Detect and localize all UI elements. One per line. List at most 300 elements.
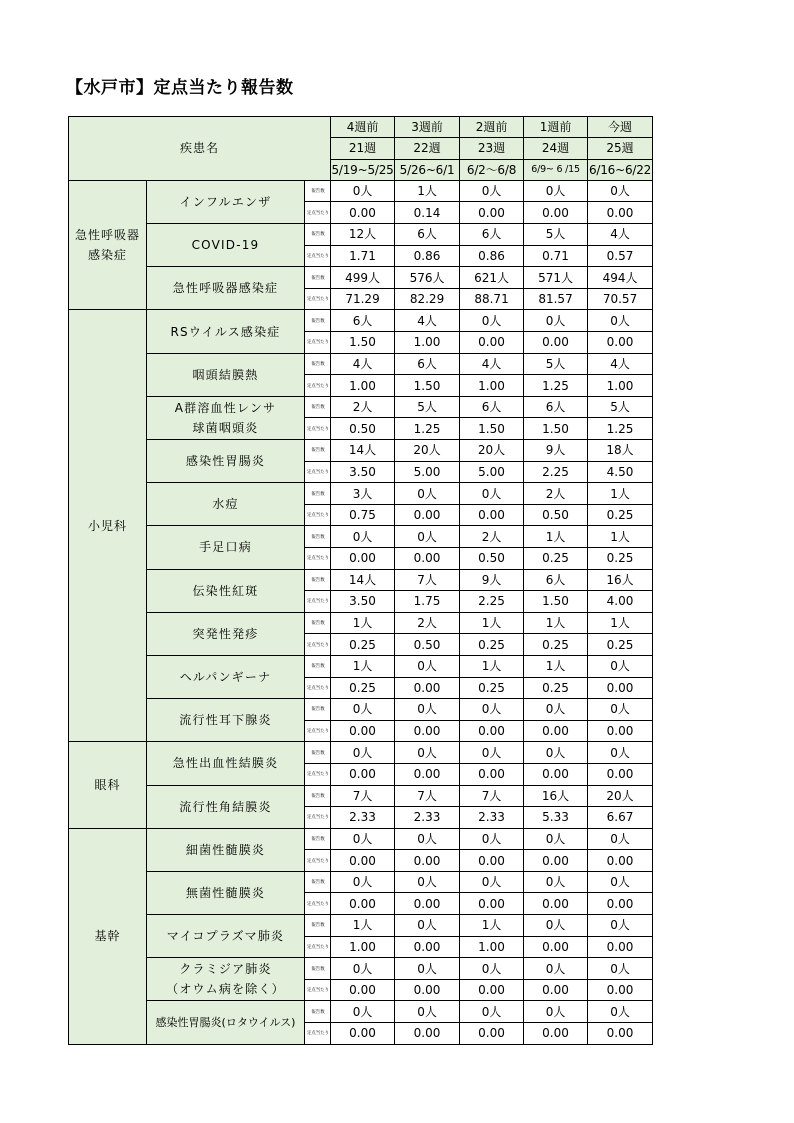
- disease-name-line: COVID-19: [191, 238, 260, 253]
- disease-name-cell: [147, 396, 305, 439]
- header-date-range: 6/16~6/22: [588, 159, 653, 180]
- row-label-per-site-text: 定点当たり: [307, 857, 329, 863]
- row-label-per-site: [305, 807, 331, 829]
- per-site-cell: 0.00: [460, 763, 524, 785]
- row-label-count-text: 報告数: [311, 490, 325, 496]
- per-site-cell: 0.00: [524, 720, 588, 742]
- count-cell: 0人: [588, 958, 653, 980]
- row-label-count: [305, 958, 331, 980]
- count-cell: 0人: [331, 828, 395, 850]
- per-site-cell: 0.00: [331, 547, 395, 569]
- count-cell: 1人: [524, 526, 588, 548]
- per-site-cell: 70.57: [588, 288, 653, 310]
- per-site-cell: 1.25: [524, 375, 588, 397]
- category-label-line: 基幹: [94, 929, 121, 944]
- row-label-count-text: 報告数: [311, 965, 325, 971]
- count-cell: 0人: [588, 871, 653, 893]
- count-cell: 6人: [395, 353, 460, 375]
- disease-count-row: [69, 742, 653, 764]
- count-cell: 0人: [524, 958, 588, 980]
- disease-name-cell: [147, 915, 305, 958]
- row-label-count: [305, 353, 331, 375]
- count-cell: 6人: [331, 310, 395, 332]
- row-label-per-site: [305, 202, 331, 224]
- per-site-cell: 1.00: [395, 332, 460, 354]
- per-site-cell: 0.00: [588, 893, 653, 915]
- disease-count-row: [69, 569, 653, 591]
- count-cell: 0人: [395, 699, 460, 721]
- count-cell: 7人: [331, 785, 395, 807]
- per-site-cell: 0.25: [524, 547, 588, 569]
- count-cell: 0人: [460, 1001, 524, 1023]
- category-cell: [69, 742, 147, 828]
- count-cell: 4人: [460, 353, 524, 375]
- header-disease-label: 疾患名: [69, 117, 331, 181]
- row-label-count: [305, 655, 331, 677]
- count-cell: 9人: [524, 440, 588, 462]
- row-label-count: [305, 396, 331, 418]
- disease-name-line: マイコプラズマ肺炎: [166, 929, 285, 944]
- count-cell: 4人: [588, 353, 653, 375]
- count-cell: 4人: [331, 353, 395, 375]
- per-site-cell: 0.00: [524, 763, 588, 785]
- row-label-count: [305, 699, 331, 721]
- count-cell: 0人: [331, 1001, 395, 1023]
- count-cell: 16人: [524, 785, 588, 807]
- per-site-cell: 0.25: [588, 634, 653, 656]
- disease-name-cell: [147, 828, 305, 871]
- row-label-count-text: 報告数: [311, 922, 325, 928]
- per-site-cell: 0.25: [588, 504, 653, 526]
- per-site-cell: 0.00: [460, 850, 524, 872]
- disease-name-cell: [147, 569, 305, 612]
- per-site-cell: 0.00: [588, 936, 653, 958]
- count-cell: 1人: [460, 655, 524, 677]
- row-label-per-site-text: 定点当たり: [307, 987, 329, 993]
- count-cell: 6人: [524, 569, 588, 591]
- count-cell: 5人: [524, 224, 588, 246]
- per-site-cell: 0.00: [460, 202, 524, 224]
- count-cell: 0人: [460, 742, 524, 764]
- per-site-cell: 3.50: [331, 591, 395, 613]
- count-cell: 1人: [331, 915, 395, 937]
- per-site-cell: 0.25: [331, 677, 395, 699]
- count-cell: 4人: [395, 310, 460, 332]
- disease-count-row: [69, 1001, 653, 1023]
- per-site-cell: 0.00: [588, 1023, 653, 1045]
- per-site-cell: 0.00: [524, 936, 588, 958]
- row-label-count: [305, 224, 331, 246]
- disease-name-line: 流行性角結膜炎: [179, 799, 272, 814]
- per-site-cell: 0.00: [331, 850, 395, 872]
- per-site-cell: 0.00: [331, 720, 395, 742]
- per-site-cell: 0.00: [331, 202, 395, 224]
- count-cell: 621人: [460, 267, 524, 289]
- per-site-cell: 0.00: [588, 720, 653, 742]
- count-cell: 6人: [460, 396, 524, 418]
- row-label-per-site-text: 定点当たり: [307, 728, 329, 734]
- per-site-cell: 1.75: [395, 591, 460, 613]
- category-cell: [69, 310, 147, 742]
- per-site-cell: 5.00: [460, 461, 524, 483]
- row-label-count: [305, 569, 331, 591]
- per-site-cell: 0.00: [460, 979, 524, 1001]
- per-site-cell: 0.00: [395, 763, 460, 785]
- count-cell: 0人: [588, 310, 653, 332]
- row-label-per-site: [305, 893, 331, 915]
- count-cell: 0人: [331, 699, 395, 721]
- per-site-cell: 0.00: [395, 677, 460, 699]
- count-cell: 0人: [331, 742, 395, 764]
- count-cell: 0人: [524, 871, 588, 893]
- count-cell: 0人: [588, 699, 653, 721]
- per-site-cell: 1.50: [331, 332, 395, 354]
- per-site-cell: 0.00: [395, 720, 460, 742]
- row-label-per-site-text: 定点当たり: [307, 685, 329, 691]
- per-site-cell: 0.00: [395, 504, 460, 526]
- row-label-per-site: [305, 504, 331, 526]
- count-cell: 0人: [588, 742, 653, 764]
- row-label-count-text: 報告数: [311, 663, 325, 669]
- row-label-count-text: 報告数: [311, 361, 325, 367]
- per-site-cell: 0.00: [588, 677, 653, 699]
- row-label-per-site: [305, 677, 331, 699]
- row-label-per-site: [305, 375, 331, 397]
- count-cell: 20人: [460, 440, 524, 462]
- header-weeks-ago: 今週: [588, 117, 653, 138]
- per-site-cell: 1.71: [331, 245, 395, 267]
- row-label-count-text: 報告数: [311, 706, 325, 712]
- count-cell: 16人: [588, 569, 653, 591]
- per-site-cell: 0.25: [524, 634, 588, 656]
- count-cell: 18人: [588, 440, 653, 462]
- per-site-cell: 81.57: [524, 288, 588, 310]
- count-cell: 12人: [331, 224, 395, 246]
- row-label-count: [305, 526, 331, 548]
- row-label-count: [305, 267, 331, 289]
- per-site-cell: 2.33: [460, 807, 524, 829]
- count-cell: 3人: [331, 483, 395, 505]
- per-site-cell: 0.00: [395, 850, 460, 872]
- disease-name-cell: [147, 742, 305, 785]
- per-site-cell: 4.50: [588, 461, 653, 483]
- per-site-cell: 0.00: [524, 850, 588, 872]
- header-week-number: 24週: [524, 138, 588, 159]
- count-cell: 2人: [331, 396, 395, 418]
- disease-name-cell: [147, 871, 305, 914]
- row-label-count-text: 報告数: [311, 533, 325, 539]
- per-site-cell: 0.00: [331, 1023, 395, 1045]
- per-site-cell: 0.00: [460, 332, 524, 354]
- row-label-count-text: 報告数: [311, 1009, 325, 1014]
- row-label-count-text: 報告数: [311, 577, 325, 583]
- disease-name-cell: [147, 699, 305, 742]
- per-site-cell: 1.00: [460, 936, 524, 958]
- header-weeks-ago: 3週前: [395, 117, 460, 138]
- row-label-count-text: 報告数: [311, 318, 325, 323]
- disease-name-line: 感染性胃腸炎: [185, 454, 266, 469]
- per-site-cell: 0.00: [524, 332, 588, 354]
- count-cell: 14人: [331, 440, 395, 462]
- count-cell: 7人: [460, 785, 524, 807]
- row-label-count: [305, 612, 331, 634]
- count-cell: 7人: [395, 569, 460, 591]
- disease-name-line: 急性呼吸器感染症: [172, 281, 279, 296]
- row-label-per-site-text: 定点当たり: [307, 253, 329, 259]
- disease-name-cell: [147, 353, 305, 396]
- per-site-cell: 2.33: [395, 807, 460, 829]
- disease-count-row: [69, 483, 653, 505]
- per-site-cell: 1.00: [588, 375, 653, 397]
- per-site-cell: 0.00: [588, 332, 653, 354]
- count-cell: 0人: [588, 1001, 653, 1023]
- row-label-per-site-text: 定点当たり: [307, 210, 329, 215]
- report-table: [68, 116, 653, 1045]
- count-cell: 20人: [588, 785, 653, 807]
- per-site-cell: 1.50: [524, 591, 588, 613]
- disease-name-line: 細菌性髄膜炎: [185, 842, 266, 857]
- row-label-count: [305, 180, 331, 202]
- count-cell: 0人: [588, 915, 653, 937]
- count-cell: 571人: [524, 267, 588, 289]
- disease-name-line: 急性出血性結膜炎: [172, 756, 279, 771]
- per-site-cell: 0.00: [331, 979, 395, 1001]
- per-site-cell: 71.29: [331, 288, 395, 310]
- row-label-per-site: [305, 547, 331, 569]
- per-site-cell: 0.00: [524, 893, 588, 915]
- count-cell: 0人: [331, 180, 395, 202]
- count-cell: 494人: [588, 267, 653, 289]
- row-label-count-text: 報告数: [311, 274, 325, 280]
- row-label-per-site-text: 定点当たり: [307, 425, 329, 431]
- category-label-line: 感染症: [87, 248, 127, 263]
- count-cell: 0人: [395, 915, 460, 937]
- disease-name-line: 流行性耳下腺炎: [179, 713, 272, 728]
- count-cell: 6人: [460, 224, 524, 246]
- row-label-count-text: 報告数: [311, 404, 325, 410]
- per-site-cell: 0.25: [331, 634, 395, 656]
- disease-name-cell: [147, 785, 305, 828]
- count-cell: 0人: [460, 828, 524, 850]
- per-site-cell: 1.00: [460, 375, 524, 397]
- row-label-count: [305, 483, 331, 505]
- count-cell: 1人: [395, 180, 460, 202]
- row-label-per-site-text: 定点当たり: [307, 555, 329, 561]
- count-cell: 0人: [331, 871, 395, 893]
- per-site-cell: 0.00: [460, 893, 524, 915]
- count-cell: 0人: [331, 958, 395, 980]
- disease-count-row: [69, 612, 653, 634]
- count-cell: 1人: [460, 612, 524, 634]
- row-label-per-site-text: 定点当たり: [307, 382, 329, 388]
- row-label-per-site-text: 定点当たり: [307, 296, 329, 302]
- count-cell: 14人: [331, 569, 395, 591]
- row-label-per-site: [305, 979, 331, 1001]
- disease-name-cell: [147, 958, 305, 1001]
- count-cell: 2人: [460, 526, 524, 548]
- report-body: [69, 180, 653, 1044]
- per-site-cell: 0.00: [395, 893, 460, 915]
- per-site-cell: 0.00: [460, 720, 524, 742]
- per-site-cell: 0.25: [460, 634, 524, 656]
- row-label-per-site: [305, 720, 331, 742]
- per-site-cell: 3.50: [331, 461, 395, 483]
- disease-name-cell: [147, 526, 305, 569]
- count-cell: 1人: [460, 915, 524, 937]
- count-cell: 5人: [395, 396, 460, 418]
- header-weeks-ago: 1週前: [524, 117, 588, 138]
- row-label-per-site-text: 定点当たり: [307, 512, 329, 518]
- row-label-count: [305, 310, 331, 332]
- row-label-count: [305, 828, 331, 850]
- row-label-per-site: [305, 245, 331, 267]
- count-cell: 0人: [395, 871, 460, 893]
- row-label-count-text: 報告数: [311, 836, 325, 842]
- per-site-cell: 0.00: [524, 1023, 588, 1045]
- per-site-cell: 0.00: [588, 763, 653, 785]
- disease-name-line: クラミジア肺炎: [179, 962, 272, 977]
- row-label-per-site: [305, 332, 331, 354]
- per-site-cell: 1.25: [395, 418, 460, 440]
- count-cell: 0人: [524, 915, 588, 937]
- count-cell: 7人: [395, 785, 460, 807]
- row-label-per-site-text: 定点当たり: [307, 598, 329, 604]
- disease-name-cell: [147, 267, 305, 310]
- disease-name-line: インフルエンザ: [179, 194, 272, 209]
- row-label-per-site-text: 定点当たり: [307, 469, 329, 475]
- count-cell: 5人: [524, 353, 588, 375]
- header-weeks-ago: 2週前: [460, 117, 524, 138]
- count-cell: 0人: [524, 699, 588, 721]
- count-cell: 4人: [588, 224, 653, 246]
- row-label-per-site: [305, 1023, 331, 1045]
- count-cell: 0人: [524, 1001, 588, 1023]
- per-site-cell: 0.14: [395, 202, 460, 224]
- per-site-cell: 0.00: [588, 850, 653, 872]
- row-label-per-site: [305, 418, 331, 440]
- per-site-cell: 0.00: [588, 979, 653, 1001]
- page-title: 【水戸市】定点当たり報告数: [66, 78, 294, 98]
- row-label-per-site: [305, 591, 331, 613]
- per-site-cell: 0.50: [460, 547, 524, 569]
- disease-name-cell: [147, 440, 305, 483]
- per-site-cell: 0.00: [524, 979, 588, 1001]
- row-label-count: [305, 440, 331, 462]
- disease-count-row: [69, 785, 653, 807]
- count-cell: 0人: [460, 180, 524, 202]
- disease-name-line: RSウイルス感染症: [170, 324, 281, 339]
- row-label-count-text: 報告数: [311, 447, 325, 453]
- count-cell: 0人: [588, 180, 653, 202]
- per-site-cell: 2.25: [460, 591, 524, 613]
- row-label-count-text: 報告数: [311, 620, 325, 626]
- header-weeks-ago: 4週前: [331, 117, 395, 138]
- row-label-count: [305, 742, 331, 764]
- per-site-cell: 2.25: [524, 461, 588, 483]
- row-label-count-text: 報告数: [311, 879, 325, 885]
- per-site-cell: 5.00: [395, 461, 460, 483]
- count-cell: 0人: [395, 483, 460, 505]
- row-label-count-text: 報告数: [311, 793, 325, 799]
- disease-count-row: [69, 180, 653, 202]
- count-cell: 1人: [331, 612, 395, 634]
- disease-count-row: [69, 224, 653, 246]
- count-cell: 1人: [331, 655, 395, 677]
- per-site-cell: 0.00: [524, 202, 588, 224]
- count-cell: 0人: [395, 526, 460, 548]
- count-cell: 6人: [524, 396, 588, 418]
- count-cell: 499人: [331, 267, 395, 289]
- per-site-cell: 0.00: [395, 936, 460, 958]
- row-label-per-site-text: 定点当たり: [307, 641, 329, 647]
- category-label-line: 眼科: [94, 778, 121, 793]
- category-label-line: 小児科: [87, 518, 127, 533]
- disease-name-line: 球菌咽頭炎: [192, 420, 259, 435]
- header-week-number: 22週: [395, 138, 460, 159]
- disease-count-row: [69, 699, 653, 721]
- per-site-cell: 1.25: [588, 418, 653, 440]
- per-site-cell: 0.75: [331, 504, 395, 526]
- disease-name-line: （オウム病を除く）: [166, 982, 285, 997]
- disease-count-row: [69, 267, 653, 289]
- row-label-count-text: 報告数: [311, 749, 325, 755]
- per-site-cell: 0.00: [395, 979, 460, 1001]
- per-site-cell: 0.00: [460, 1023, 524, 1045]
- per-site-cell: 5.33: [524, 807, 588, 829]
- count-cell: 1人: [524, 655, 588, 677]
- count-cell: 0人: [524, 310, 588, 332]
- disease-name-cell: [147, 612, 305, 655]
- count-cell: 0人: [588, 655, 653, 677]
- disease-name-cell: [147, 483, 305, 526]
- per-site-cell: 0.50: [331, 418, 395, 440]
- disease-name-line: 突発性発疹: [192, 626, 259, 641]
- row-label-count: [305, 915, 331, 937]
- disease-name-line: A群溶血性レンサ: [174, 400, 277, 415]
- disease-name-cell: [147, 224, 305, 267]
- count-cell: 0人: [460, 483, 524, 505]
- row-label-per-site-text: 定点当たり: [307, 339, 329, 345]
- per-site-cell: 1.50: [395, 375, 460, 397]
- row-label-count: [305, 1001, 331, 1023]
- header-date-range: 6/2〜6/8: [460, 159, 524, 180]
- disease-name-line: 水痘: [212, 497, 239, 512]
- disease-count-row: [69, 958, 653, 980]
- header-date-range: 6/9~ 6 /15: [524, 159, 588, 180]
- category-cell: [69, 180, 147, 310]
- row-label-count-text: 報告数: [311, 231, 325, 237]
- count-cell: 6人: [395, 224, 460, 246]
- count-cell: 0人: [395, 742, 460, 764]
- count-cell: 9人: [460, 569, 524, 591]
- header-week-number: 25週: [588, 138, 653, 159]
- row-label-per-site-text: 定点当たり: [307, 901, 329, 906]
- count-cell: 0人: [524, 180, 588, 202]
- disease-count-row: [69, 871, 653, 893]
- count-cell: 0人: [395, 958, 460, 980]
- disease-name-cell: [147, 1001, 305, 1044]
- per-site-cell: 0.00: [395, 1023, 460, 1045]
- count-cell: 2人: [524, 483, 588, 505]
- header-week-number: 23週: [460, 138, 524, 159]
- per-site-cell: 0.50: [395, 634, 460, 656]
- count-cell: 0人: [460, 958, 524, 980]
- row-label-per-site-text: 定点当たり: [307, 814, 329, 820]
- count-cell: 1人: [524, 612, 588, 634]
- row-label-count-text: 報告数: [311, 188, 325, 194]
- count-cell: 20人: [395, 440, 460, 462]
- per-site-cell: 4.00: [588, 591, 653, 613]
